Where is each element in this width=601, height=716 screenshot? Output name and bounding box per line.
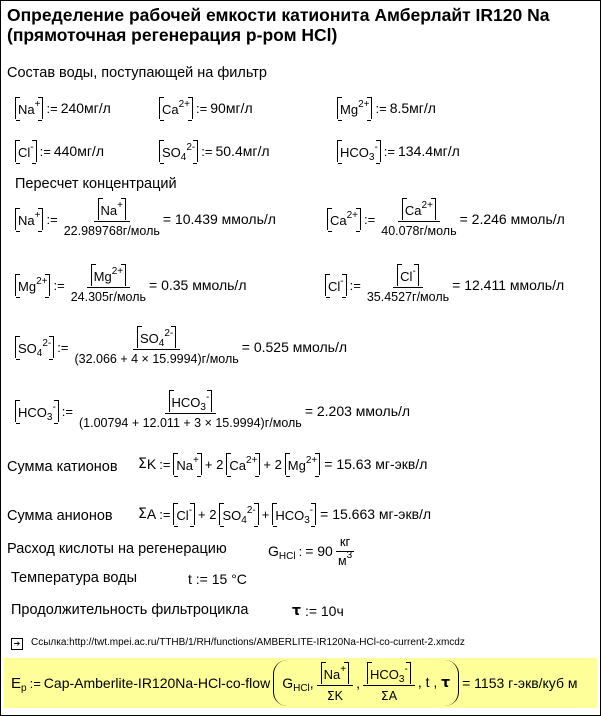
acid-expr[interactable]: $G_{HCl}$ : = 90 $\frac{кг}{м^3}$ — [268, 533, 357, 570]
hco3-given[interactable]: $HCO_3^-$ := 134.4мг/л — [337, 140, 460, 162]
reference-link[interactable]: ➔ Ссылка:http://twt.mpei.ac.ru/TTHB/1/RH/functions/AMBERLITE-IR120Na-HCl-co-current-2.xmcdz — [11, 637, 465, 650]
cations-sum[interactable]: Σ K := Na+ + 2 $Ca^{2+}$ + 2 $Mg^{2+}$ = 15.63 мг-экв/л — [138, 455, 428, 473]
final-result-region — [4, 658, 597, 708]
final-expr[interactable]: $E_p$ := Cap-Amberlite-IR120Na-HCl-co-flow $G_{HCl}$, $\frac{Na^+}{\Sigma K}$ , $\frac{HCO_3^-}{\Sigma A}$ , t , τ = 1153 г-экв/куб м — [11, 662, 578, 704]
cl-given[interactable]: Cl- := 440мг/л — [15, 140, 104, 162]
cycle-label: Продолжительность фильтроцикла — [11, 602, 249, 618]
cl-recalc[interactable]: Cl- := $\frac{Cl^-}{\text{35.4527г/моль}}$ = 12.411 ммоль/л — [325, 264, 564, 306]
acid-label: Расход кислоты на регенерацию — [7, 541, 227, 557]
temp-expr[interactable]: t := 15 °C — [188, 571, 247, 587]
cations-label: Сумма катионов — [7, 459, 118, 475]
so4-recalc[interactable]: $SO_4^{2-}$ := $\frac{SO_4^{2-}}{\text{(32.066 + 4 × 15.9994)г/моль}}$ = 0.525 ммоль/л — [15, 326, 347, 368]
anions-sum[interactable]: Σ A := Cl- + 2 $SO_4^{2-}$ + $HCO_3^-$ = 15.663 мг-экв/л — [138, 505, 432, 526]
page-title: Определение рабочей емкости катионита Амберлайт IR120 Na (прямоточная регенерация р-ром HCl) — [7, 5, 550, 45]
ca-recalc[interactable]: $Ca^{2+}$ := $\frac{Ca^{2+}}{\text{40.078г/моль}}$ = 2.246 ммоль/л — [327, 198, 565, 240]
arrow-link-icon: ➔ — [11, 638, 23, 650]
water-composition-label: Состав воды, поступающей на фильтр — [7, 65, 267, 81]
recalc-label: Пересчет концентраций — [15, 176, 177, 192]
na-given[interactable]: Na+ := 240мг/л — [15, 97, 111, 119]
hco3-recalc[interactable]: $HCO_3^-$ := $\frac{HCO_3^-}{\text{(1.00794 + 12.011 + 3 × 15.9994)г/моль}}$ = 2.203 ммоль/л — [15, 390, 410, 432]
mg-given[interactable]: $Mg^{2+}$ := 8.5мг/л — [337, 97, 436, 119]
na-recalc[interactable]: Na+ := $\frac{Na^+}{\text{22.989768г/моль}}$ = 10.439 ммоль/л — [15, 198, 276, 240]
cycle-expr[interactable]: τ := 10ч — [292, 603, 344, 619]
temp-label: Температура воды — [11, 570, 138, 586]
ca-given[interactable]: $Ca^{2+}$ := 90мг/л — [159, 97, 253, 119]
mg-recalc[interactable]: $Mg^{2+}$ := $\frac{Mg^{2+}}{\text{24.305г/моль}}$ = 0.35 ммоль/л — [15, 264, 246, 306]
so4-given[interactable]: $SO_4^{2-}$ := 50.4мг/л — [159, 140, 270, 162]
anions-label: Сумма анионов — [7, 508, 113, 524]
